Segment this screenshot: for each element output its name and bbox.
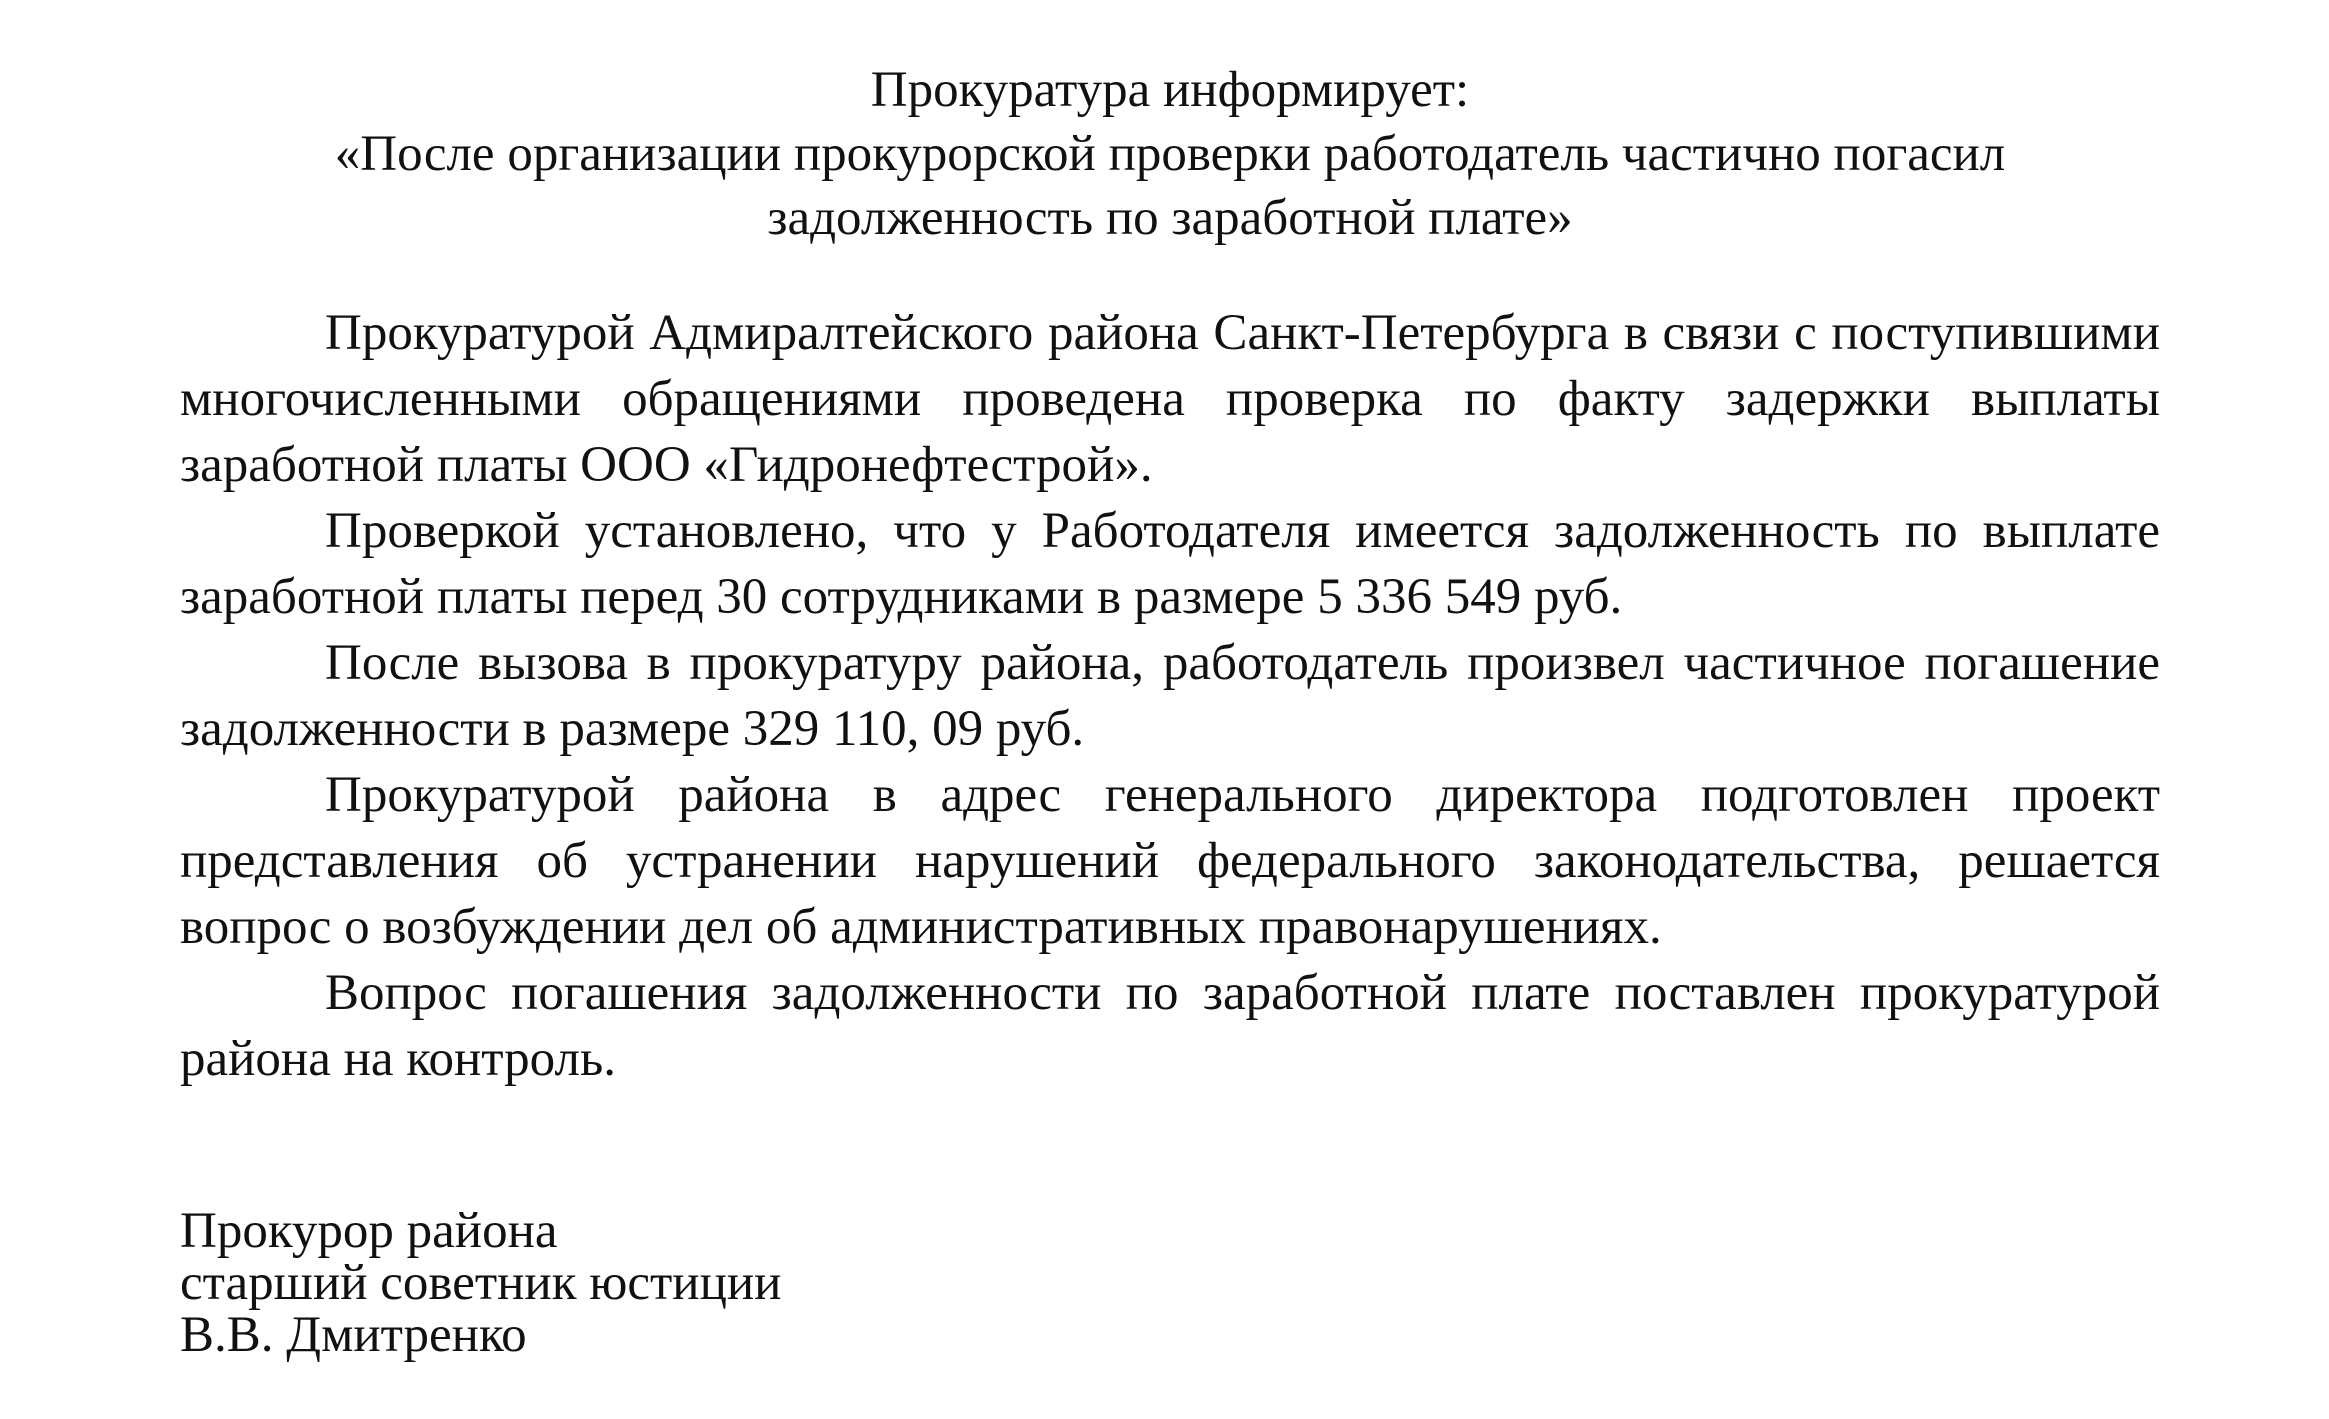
paragraph-inspection: Прокуратурой Адмиралтейского района Санкт-Петербурга в связи с поступившими многочисленными обращениями проведена проверка по факту задержки выплаты заработной платы ООО «Гидронефтестрой». <box>180 305 2160 493</box>
header-title: Прокуратура информирует: <box>870 62 1470 118</box>
paragraph-partial-repayment: После вызова в прокуратуру района, работодатель произвел частичное погашение задолженности в размере 329 110, 09 руб. <box>180 635 2160 757</box>
paragraph-debt-found: Проверкой установлено, что у Работодателя имеется задолженность по выплате заработной платы перед 30 сотрудниками в размере 5 336 549 руб. <box>180 503 2160 625</box>
signature-name: В.В. Дмитренко <box>180 1307 527 1363</box>
header-headline-line-1: «После организации прокурорской проверки работодатель частично погасил <box>334 126 2006 182</box>
header-headline-line-2: задолженность по заработной плате» <box>767 190 1573 246</box>
paragraph-control: Вопрос погашения задолженности по заработной плате поставлен прокуратурой района на контроль. <box>180 965 2160 1087</box>
signature-rank: старший советник юстиции <box>180 1255 782 1311</box>
signature-block <box>180 1205 781 1361</box>
signature-position: Прокурор района <box>180 1203 558 1259</box>
paragraph-measures: Прокуратурой района в адрес генерального директора подготовлен проект представления об устранении нарушений федерального законодательства, решается вопрос о возбуждении дел об административных правонарушениях. <box>180 767 2160 955</box>
document-header <box>180 58 2160 250</box>
document-body <box>180 300 2160 1092</box>
